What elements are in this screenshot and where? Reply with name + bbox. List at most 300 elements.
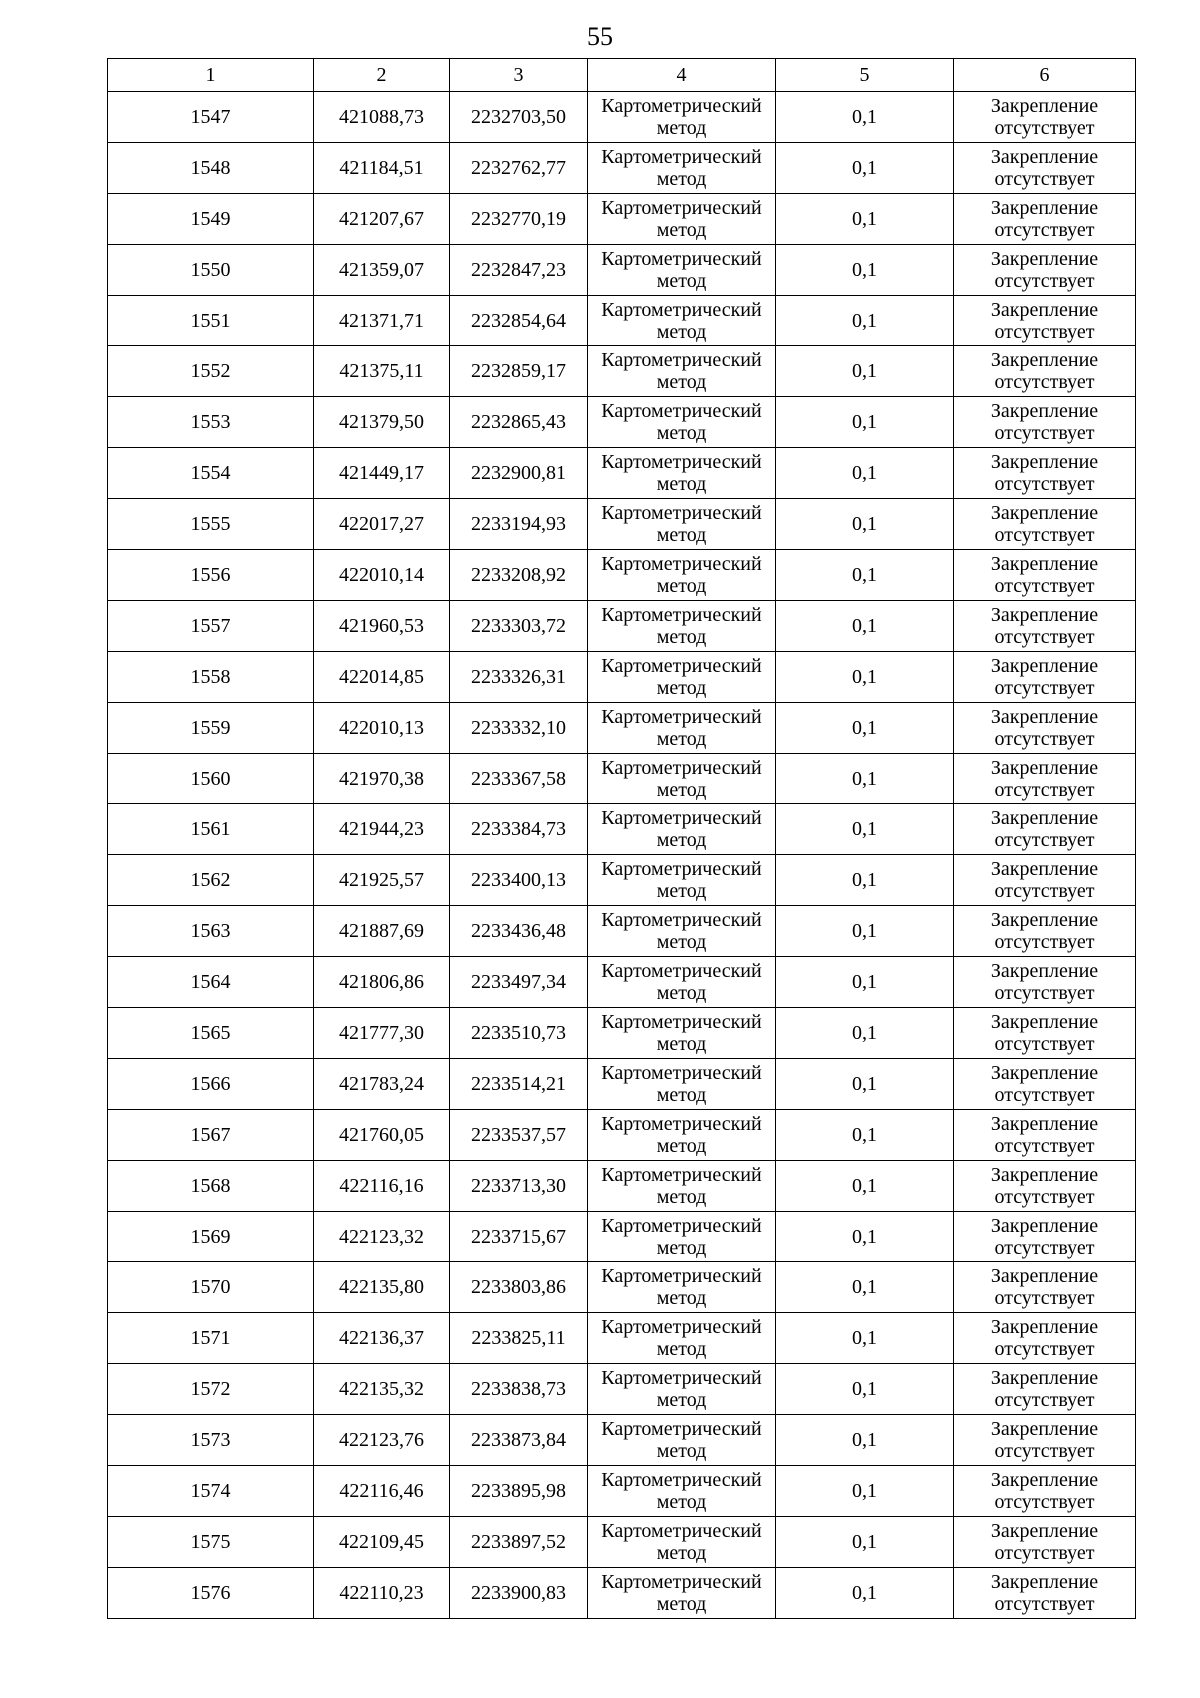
fixing-cell: [954, 499, 1136, 550]
accuracy-cell: 0,1: [776, 397, 954, 448]
fixing-text-line-2: отсутствует: [994, 778, 1095, 801]
fixing-text-line-1: Закрепление: [990, 705, 1099, 728]
method-text-line-1: Картометрический: [601, 1265, 762, 1288]
column-header-6: 6: [954, 59, 1136, 92]
fixing-text-line-1: Закрепление: [990, 1570, 1099, 1593]
fixing-text-line-1: Закрепление: [990, 349, 1099, 372]
point-number-cell: 1576: [108, 1567, 314, 1618]
column-header-1: 1: [108, 59, 314, 92]
method-text-line-1: Картометрический: [601, 909, 762, 932]
method-text-line-2: метод: [656, 676, 707, 699]
table-row: [108, 295, 1136, 346]
method-cell: [588, 448, 776, 499]
fixing-text-line-2: отсутствует: [994, 473, 1095, 496]
method-cell: [588, 295, 776, 346]
fixing-cell: [954, 906, 1136, 957]
table-row: [108, 1364, 1136, 1415]
coordinates-table: [107, 58, 1136, 1619]
y-coordinate-cell: 2233825,11: [450, 1313, 588, 1364]
accuracy-cell: 0,1: [776, 753, 954, 804]
method-text-line-2: метод: [656, 1541, 707, 1564]
method-text-line-1: Картометрический: [601, 603, 762, 626]
x-coordinate-cell: 421449,17: [314, 448, 450, 499]
fixing-text-line-1: Закрепление: [990, 1418, 1099, 1441]
method-text-line-1: Картометрический: [601, 552, 762, 575]
fixing-text-line-1: Закрепление: [990, 858, 1099, 881]
point-number-cell: 1553: [108, 397, 314, 448]
method-text-line-2: метод: [656, 422, 707, 445]
method-text-line-1: Картометрический: [601, 654, 762, 677]
method-text-line-1: Картометрический: [601, 960, 762, 983]
fixing-text-line-2: отсутствует: [994, 880, 1095, 903]
y-coordinate-cell: 2233436,48: [450, 906, 588, 957]
y-coordinate-cell: 2232703,50: [450, 92, 588, 143]
table-row: [108, 1211, 1136, 1262]
method-cell: [588, 346, 776, 397]
method-text-line-1: Картометрический: [601, 400, 762, 423]
accuracy-cell: 0,1: [776, 1516, 954, 1567]
method-cell: [588, 1109, 776, 1160]
method-text-line-2: метод: [656, 829, 707, 852]
method-cell: [588, 1466, 776, 1517]
fixing-text-line-1: Закрепление: [990, 1163, 1099, 1186]
fixing-text-line-2: отсутствует: [994, 269, 1095, 292]
table-row: [108, 804, 1136, 855]
fixing-text-line-2: отсутствует: [994, 371, 1095, 394]
x-coordinate-cell: 421925,57: [314, 855, 450, 906]
fixing-cell: [954, 753, 1136, 804]
method-cell: [588, 702, 776, 753]
fixing-cell: [954, 1211, 1136, 1262]
point-number-cell: 1573: [108, 1415, 314, 1466]
y-coordinate-cell: 2232859,17: [450, 346, 588, 397]
method-text-line-1: Картометрический: [601, 756, 762, 779]
method-cell: [588, 499, 776, 550]
table-row: [108, 1415, 1136, 1466]
fixing-text-line-2: отсутствует: [994, 1287, 1095, 1310]
x-coordinate-cell: 421887,69: [314, 906, 450, 957]
method-text-line-2: метод: [656, 1490, 707, 1513]
table-row: [108, 92, 1136, 143]
method-text-line-1: Картометрический: [601, 807, 762, 830]
fixing-cell: [954, 1058, 1136, 1109]
point-number-cell: 1571: [108, 1313, 314, 1364]
y-coordinate-cell: 2233514,21: [450, 1058, 588, 1109]
accuracy-cell: 0,1: [776, 957, 954, 1008]
y-coordinate-cell: 2233194,93: [450, 499, 588, 550]
fixing-text-line-2: отсутствует: [994, 524, 1095, 547]
accuracy-cell: 0,1: [776, 1262, 954, 1313]
method-cell: [588, 600, 776, 651]
method-text-line-1: Картометрический: [601, 1316, 762, 1339]
fixing-cell: [954, 600, 1136, 651]
method-text-line-2: метод: [656, 116, 707, 139]
method-cell: [588, 244, 776, 295]
x-coordinate-cell: 421207,67: [314, 193, 450, 244]
fixing-cell: [954, 244, 1136, 295]
page-number: 55: [587, 22, 613, 51]
table-row: [108, 550, 1136, 601]
fixing-cell: [954, 1466, 1136, 1517]
y-coordinate-cell: 2232762,77: [450, 142, 588, 193]
fixing-text-line-1: Закрепление: [990, 451, 1099, 474]
y-coordinate-cell: 2232900,81: [450, 448, 588, 499]
fixing-text-line-2: отсутствует: [994, 167, 1095, 190]
fixing-cell: [954, 1008, 1136, 1059]
method-text-line-2: метод: [656, 1185, 707, 1208]
point-number-cell: 1572: [108, 1364, 314, 1415]
accuracy-cell: 0,1: [776, 1567, 954, 1618]
x-coordinate-cell: 422010,14: [314, 550, 450, 601]
point-number-cell: 1560: [108, 753, 314, 804]
method-cell: [588, 193, 776, 244]
method-cell: [588, 1567, 776, 1618]
table-row: [108, 1008, 1136, 1059]
accuracy-cell: 0,1: [776, 651, 954, 702]
accuracy-cell: 0,1: [776, 550, 954, 601]
fixing-text-line-1: Закрепление: [990, 603, 1099, 626]
table-row: [108, 244, 1136, 295]
x-coordinate-cell: 422136,37: [314, 1313, 450, 1364]
x-coordinate-cell: 422135,32: [314, 1364, 450, 1415]
method-cell: [588, 1160, 776, 1211]
x-coordinate-cell: 421777,30: [314, 1008, 450, 1059]
x-coordinate-cell: 421371,71: [314, 295, 450, 346]
method-text-line-1: Картометрический: [601, 1519, 762, 1542]
fixing-cell: [954, 702, 1136, 753]
accuracy-cell: 0,1: [776, 1211, 954, 1262]
point-number-cell: 1551: [108, 295, 314, 346]
accuracy-cell: 0,1: [776, 193, 954, 244]
method-text-line-2: метод: [656, 218, 707, 241]
fixing-text-line-2: отсутствует: [994, 931, 1095, 954]
table-row: [108, 1313, 1136, 1364]
fixing-cell: [954, 142, 1136, 193]
method-text-line-1: Картометрический: [601, 451, 762, 474]
method-cell: [588, 1262, 776, 1313]
method-text-line-2: метод: [656, 625, 707, 648]
fixing-text-line-1: Закрепление: [990, 94, 1099, 117]
fixing-cell: [954, 1364, 1136, 1415]
fixing-text-line-2: отсутствует: [994, 727, 1095, 750]
table-row: [108, 1262, 1136, 1313]
y-coordinate-cell: 2233326,31: [450, 651, 588, 702]
accuracy-cell: 0,1: [776, 855, 954, 906]
fixing-text-line-1: Закрепление: [990, 196, 1099, 219]
y-coordinate-cell: 2233208,92: [450, 550, 588, 601]
accuracy-cell: 0,1: [776, 1415, 954, 1466]
method-cell: [588, 855, 776, 906]
method-text-line-2: метод: [656, 778, 707, 801]
method-cell: [588, 1516, 776, 1567]
table-body: [108, 92, 1136, 1619]
fixing-text-line-2: отсутствует: [994, 982, 1095, 1005]
y-coordinate-cell: 2233900,83: [450, 1567, 588, 1618]
method-text-line-2: метод: [656, 269, 707, 292]
y-coordinate-cell: 2233838,73: [450, 1364, 588, 1415]
table-row: [108, 702, 1136, 753]
point-number-cell: 1574: [108, 1466, 314, 1517]
method-cell: [588, 142, 776, 193]
column-header-3: 3: [450, 59, 588, 92]
table-row: [108, 1567, 1136, 1618]
method-text-line-2: метод: [656, 371, 707, 394]
point-number-cell: 1547: [108, 92, 314, 143]
point-number-cell: 1565: [108, 1008, 314, 1059]
point-number-cell: 1549: [108, 193, 314, 244]
fixing-cell: [954, 1262, 1136, 1313]
fixing-text-line-1: Закрепление: [990, 756, 1099, 779]
fixing-text-line-2: отсутствует: [994, 218, 1095, 241]
fixing-text-line-2: отсутствует: [994, 1592, 1095, 1615]
fixing-cell: [954, 651, 1136, 702]
fixing-cell: [954, 193, 1136, 244]
method-cell: [588, 550, 776, 601]
fixing-cell: [954, 855, 1136, 906]
y-coordinate-cell: 2232770,19: [450, 193, 588, 244]
accuracy-cell: 0,1: [776, 499, 954, 550]
y-coordinate-cell: 2233803,86: [450, 1262, 588, 1313]
table-row: [108, 906, 1136, 957]
method-cell: [588, 1415, 776, 1466]
x-coordinate-cell: 421760,05: [314, 1109, 450, 1160]
fixing-text-line-1: Закрепление: [990, 1112, 1099, 1135]
fixing-cell: [954, 1313, 1136, 1364]
fixing-text-line-1: Закрепление: [990, 552, 1099, 575]
method-text-line-2: метод: [656, 1338, 707, 1361]
table-row: [108, 651, 1136, 702]
y-coordinate-cell: 2233895,98: [450, 1466, 588, 1517]
table-row: [108, 499, 1136, 550]
fixing-text-line-2: отсутствует: [994, 1490, 1095, 1513]
method-text-line-1: Картометрический: [601, 298, 762, 321]
fixing-text-line-2: отсутствует: [994, 1083, 1095, 1106]
table-row: [108, 142, 1136, 193]
method-text-line-1: Картометрический: [601, 145, 762, 168]
fixing-cell: [954, 957, 1136, 1008]
point-number-cell: 1559: [108, 702, 314, 753]
x-coordinate-cell: 422116,16: [314, 1160, 450, 1211]
fixing-text-line-1: Закрепление: [990, 1010, 1099, 1033]
table-row: [108, 193, 1136, 244]
fixing-cell: [954, 92, 1136, 143]
x-coordinate-cell: 421944,23: [314, 804, 450, 855]
fixing-cell: [954, 804, 1136, 855]
method-text-line-1: Картометрический: [601, 1163, 762, 1186]
point-number-cell: 1555: [108, 499, 314, 550]
x-coordinate-cell: 421184,51: [314, 142, 450, 193]
accuracy-cell: 0,1: [776, 702, 954, 753]
method-text-line-1: Картометрический: [601, 858, 762, 881]
fixing-text-line-2: отсутствует: [994, 422, 1095, 445]
y-coordinate-cell: 2233303,72: [450, 600, 588, 651]
fixing-text-line-1: Закрепление: [990, 1214, 1099, 1237]
fixing-text-line-2: отсутствует: [994, 1541, 1095, 1564]
point-number-cell: 1558: [108, 651, 314, 702]
fixing-cell: [954, 346, 1136, 397]
y-coordinate-cell: 2233497,34: [450, 957, 588, 1008]
point-number-cell: 1556: [108, 550, 314, 601]
fixing-cell: [954, 448, 1136, 499]
x-coordinate-cell: 421783,24: [314, 1058, 450, 1109]
method-text-line-2: метод: [656, 1592, 707, 1615]
fixing-text-line-2: отсутствует: [994, 1389, 1095, 1412]
method-text-line-1: Картометрический: [601, 1367, 762, 1390]
x-coordinate-cell: 422135,80: [314, 1262, 450, 1313]
y-coordinate-cell: 2232865,43: [450, 397, 588, 448]
x-coordinate-cell: 421960,53: [314, 600, 450, 651]
x-coordinate-cell: 422116,46: [314, 1466, 450, 1517]
method-cell: [588, 957, 776, 1008]
fixing-text-line-2: отсутствует: [994, 1032, 1095, 1055]
x-coordinate-cell: 421379,50: [314, 397, 450, 448]
method-text-line-2: метод: [656, 1083, 707, 1106]
method-cell: [588, 804, 776, 855]
fixing-text-line-1: Закрепление: [990, 909, 1099, 932]
accuracy-cell: 0,1: [776, 1109, 954, 1160]
table-row: [108, 957, 1136, 1008]
fixing-cell: [954, 550, 1136, 601]
point-number-cell: 1569: [108, 1211, 314, 1262]
fixing-text-line-2: отсутствует: [994, 1134, 1095, 1157]
accuracy-cell: 0,1: [776, 92, 954, 143]
method-cell: [588, 92, 776, 143]
table-row: [108, 753, 1136, 804]
point-number-cell: 1575: [108, 1516, 314, 1567]
point-number-cell: 1563: [108, 906, 314, 957]
fixing-text-line-1: Закрепление: [990, 1265, 1099, 1288]
fixing-text-line-2: отсутствует: [994, 829, 1095, 852]
fixing-cell: [954, 1516, 1136, 1567]
fixing-text-line-2: отсутствует: [994, 574, 1095, 597]
table-row: [108, 855, 1136, 906]
y-coordinate-cell: 2232854,64: [450, 295, 588, 346]
method-text-line-1: Картометрический: [601, 247, 762, 270]
method-cell: [588, 1058, 776, 1109]
fixing-text-line-1: Закрепление: [990, 145, 1099, 168]
accuracy-cell: 0,1: [776, 1008, 954, 1059]
table-row: [108, 448, 1136, 499]
table-row: [108, 1466, 1136, 1517]
method-text-line-1: Картометрический: [601, 1468, 762, 1491]
fixing-text-line-2: отсутствует: [994, 1338, 1095, 1361]
y-coordinate-cell: 2233715,67: [450, 1211, 588, 1262]
table-row: [108, 1109, 1136, 1160]
point-number-cell: 1548: [108, 142, 314, 193]
fixing-text-line-1: Закрепление: [990, 960, 1099, 983]
accuracy-cell: 0,1: [776, 1466, 954, 1517]
method-text-line-1: Картометрический: [601, 502, 762, 525]
method-text-line-1: Картометрический: [601, 1214, 762, 1237]
fixing-text-line-1: Закрепление: [990, 1519, 1099, 1542]
x-coordinate-cell: 422123,32: [314, 1211, 450, 1262]
point-number-cell: 1564: [108, 957, 314, 1008]
method-cell: [588, 397, 776, 448]
fixing-cell: [954, 1567, 1136, 1618]
x-coordinate-cell: 421806,86: [314, 957, 450, 1008]
y-coordinate-cell: 2233332,10: [450, 702, 588, 753]
method-text-line-2: метод: [656, 167, 707, 190]
accuracy-cell: 0,1: [776, 295, 954, 346]
fixing-text-line-1: Закрепление: [990, 807, 1099, 830]
y-coordinate-cell: 2233400,13: [450, 855, 588, 906]
x-coordinate-cell: 421375,11: [314, 346, 450, 397]
method-text-line-2: метод: [656, 982, 707, 1005]
column-header-5: 5: [776, 59, 954, 92]
method-text-line-2: метод: [656, 727, 707, 750]
point-number-cell: 1570: [108, 1262, 314, 1313]
method-text-line-2: метод: [656, 1032, 707, 1055]
method-text-line-2: метод: [656, 524, 707, 547]
accuracy-cell: 0,1: [776, 346, 954, 397]
column-header-2: 2: [314, 59, 450, 92]
method-text-line-1: Картометрический: [601, 1061, 762, 1084]
accuracy-cell: 0,1: [776, 1313, 954, 1364]
x-coordinate-cell: 421088,73: [314, 92, 450, 143]
fixing-cell: [954, 1415, 1136, 1466]
method-text-line-1: Картометрический: [601, 349, 762, 372]
accuracy-cell: 0,1: [776, 142, 954, 193]
fixing-text-line-1: Закрепление: [990, 1468, 1099, 1491]
x-coordinate-cell: 422017,27: [314, 499, 450, 550]
method-text-line-2: метод: [656, 1134, 707, 1157]
fixing-text-line-1: Закрепление: [990, 400, 1099, 423]
y-coordinate-cell: 2233384,73: [450, 804, 588, 855]
point-number-cell: 1552: [108, 346, 314, 397]
table-row: [108, 346, 1136, 397]
x-coordinate-cell: 422110,23: [314, 1567, 450, 1618]
method-text-line-1: Картометрический: [601, 1570, 762, 1593]
method-text-line-2: метод: [656, 473, 707, 496]
accuracy-cell: 0,1: [776, 244, 954, 295]
point-number-cell: 1567: [108, 1109, 314, 1160]
method-text-line-1: Картометрический: [601, 1010, 762, 1033]
method-text-line-2: метод: [656, 1389, 707, 1412]
table-row: [108, 397, 1136, 448]
method-cell: [588, 1364, 776, 1415]
fixing-text-line-1: Закрепление: [990, 1316, 1099, 1339]
x-coordinate-cell: 422010,13: [314, 702, 450, 753]
x-coordinate-cell: 422014,85: [314, 651, 450, 702]
method-text-line-1: Картометрический: [601, 705, 762, 728]
table-header-row: [108, 59, 1136, 92]
method-cell: [588, 1313, 776, 1364]
method-cell: [588, 1211, 776, 1262]
method-text-line-1: Картометрический: [601, 196, 762, 219]
fixing-text-line-2: отсутствует: [994, 625, 1095, 648]
method-text-line-2: метод: [656, 880, 707, 903]
y-coordinate-cell: 2233510,73: [450, 1008, 588, 1059]
point-number-cell: 1562: [108, 855, 314, 906]
fixing-cell: [954, 1109, 1136, 1160]
method-text-line-2: метод: [656, 1440, 707, 1463]
fixing-text-line-2: отсутствует: [994, 1185, 1095, 1208]
fixing-text-line-2: отсутствует: [994, 1236, 1095, 1259]
y-coordinate-cell: 2233873,84: [450, 1415, 588, 1466]
fixing-text-line-1: Закрепление: [990, 502, 1099, 525]
fixing-text-line-2: отсутствует: [994, 1440, 1095, 1463]
method-cell: [588, 753, 776, 804]
fixing-text-line-2: отсутствует: [994, 320, 1095, 343]
method-text-line-2: метод: [656, 574, 707, 597]
fixing-text-line-1: Закрепление: [990, 298, 1099, 321]
point-number-cell: 1554: [108, 448, 314, 499]
accuracy-cell: 0,1: [776, 906, 954, 957]
accuracy-cell: 0,1: [776, 600, 954, 651]
accuracy-cell: 0,1: [776, 1364, 954, 1415]
method-text-line-2: метод: [656, 1236, 707, 1259]
fixing-text-line-1: Закрепление: [990, 1061, 1099, 1084]
